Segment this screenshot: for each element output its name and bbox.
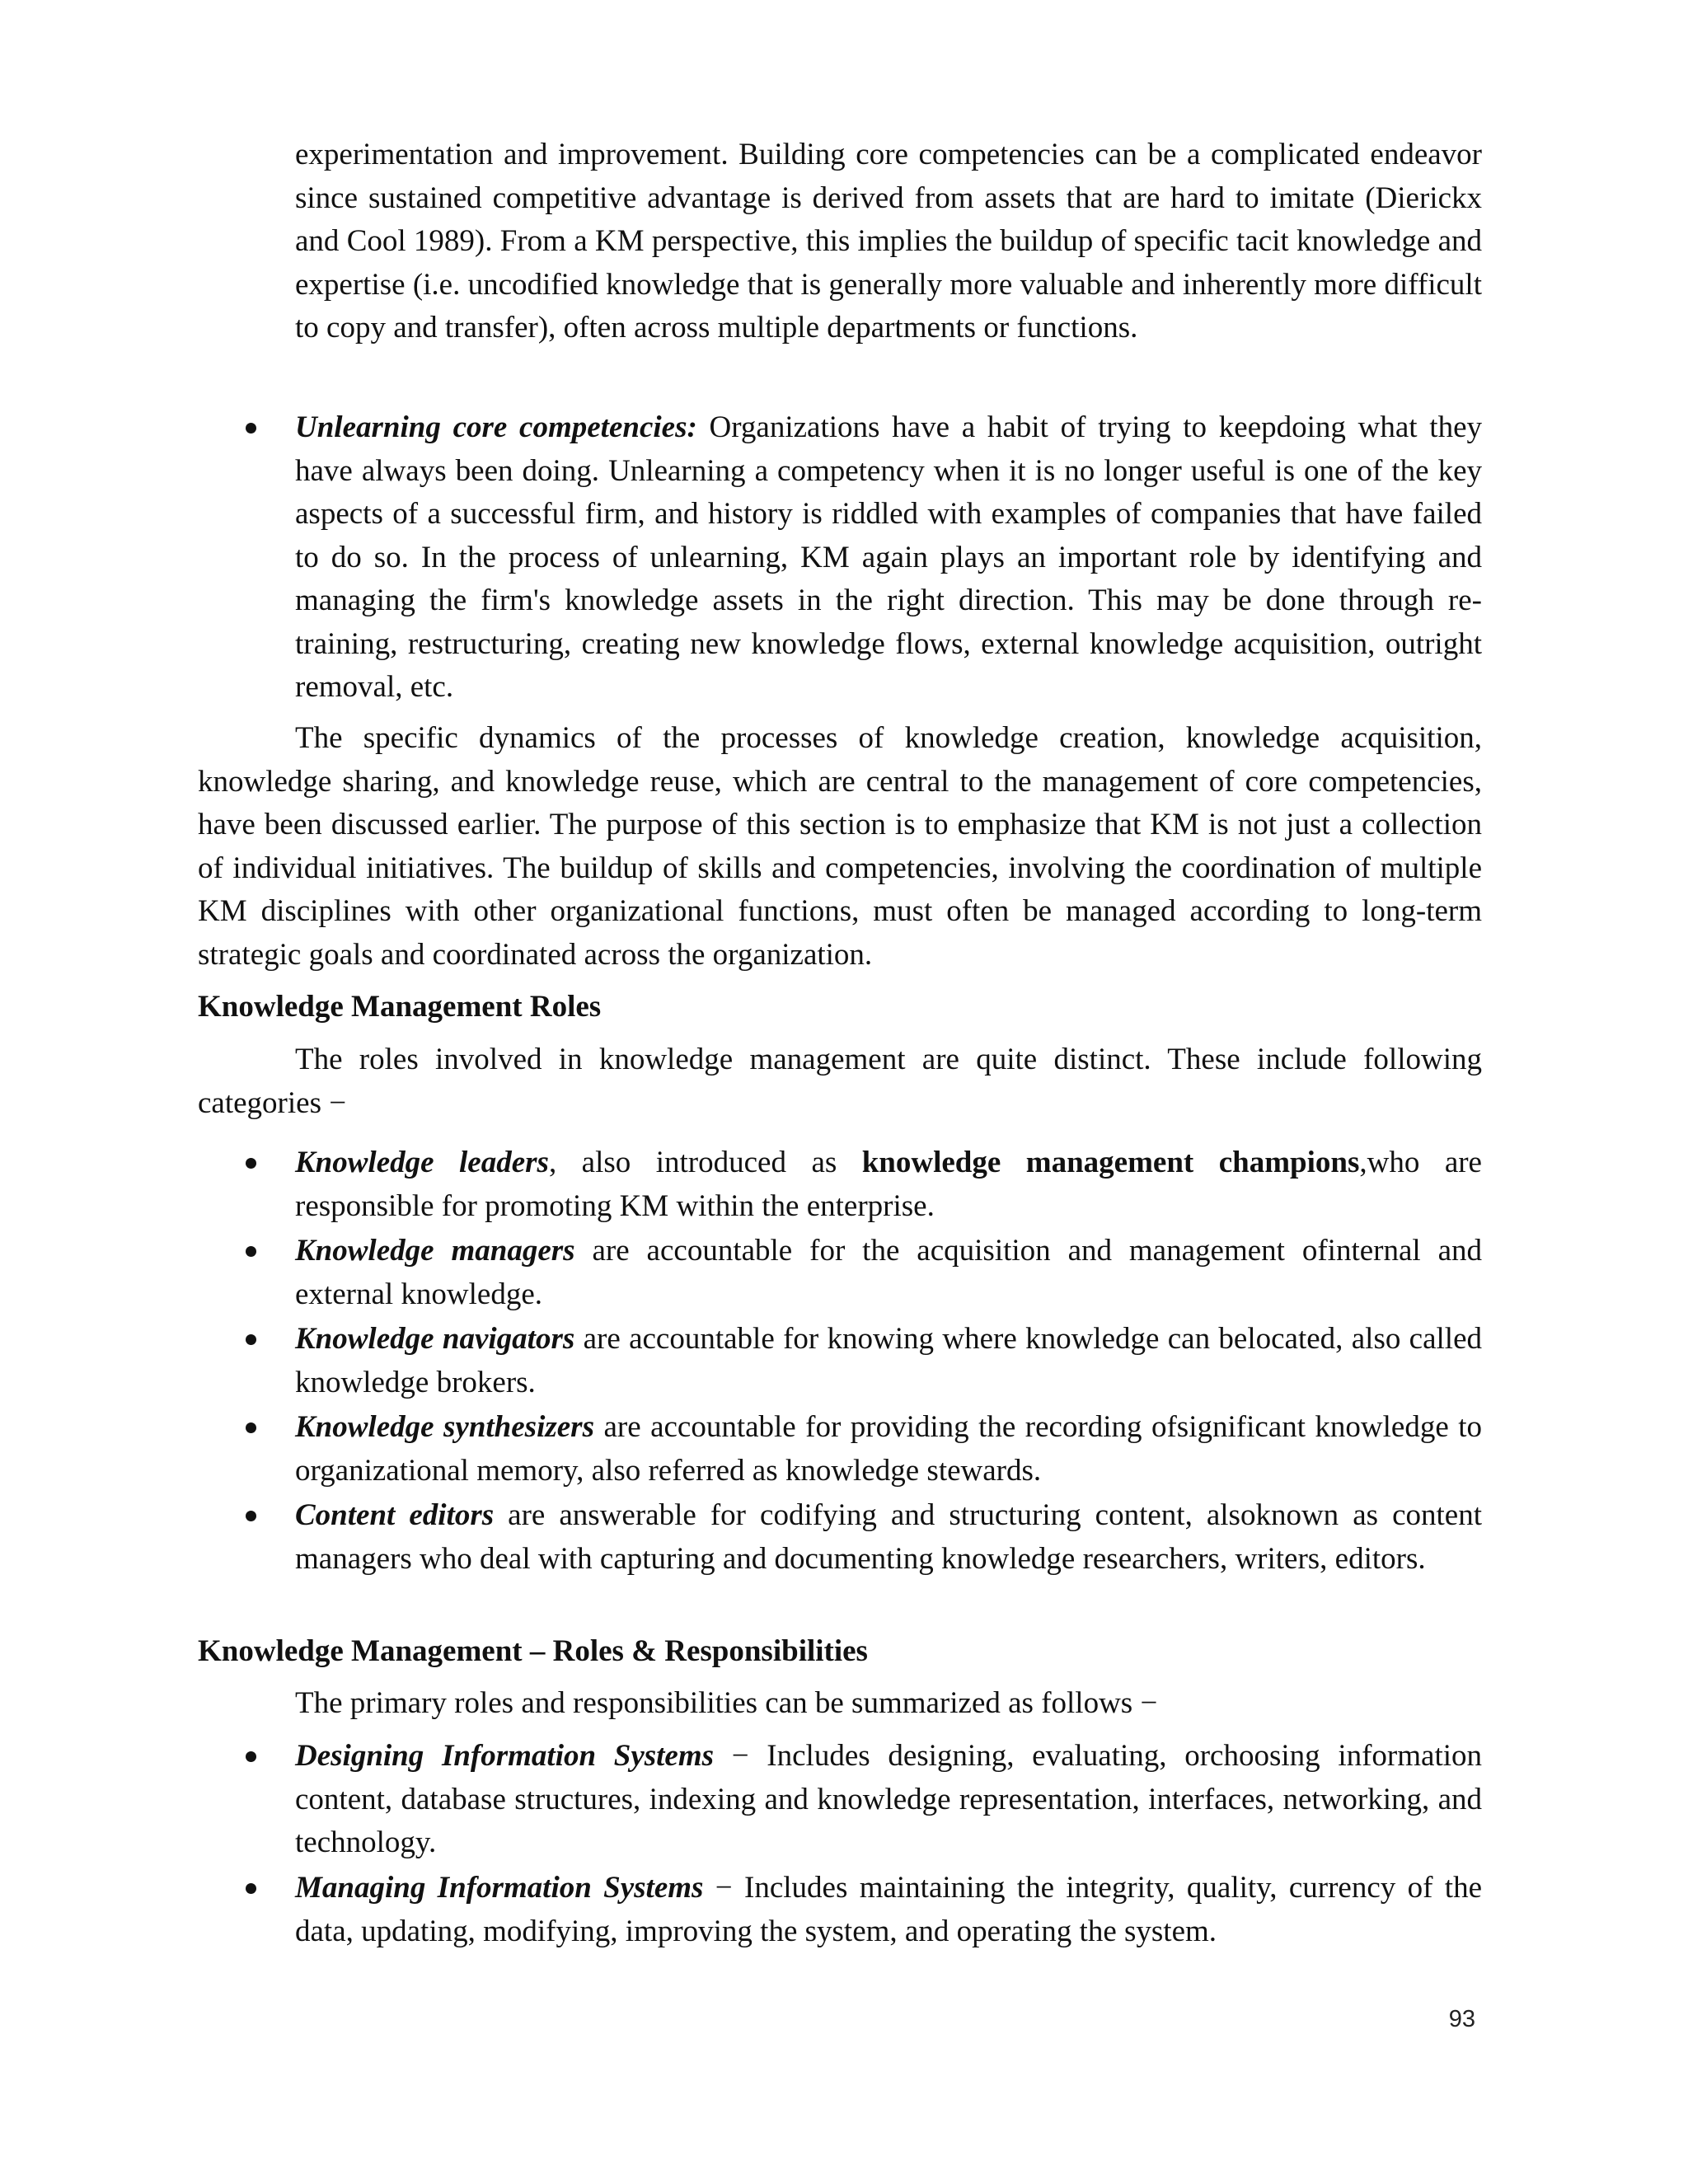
- list-item-content-editors: Content editors are answerable for codifying and structuring content, alsoknown as content managers who deal with capturing and documenting knowledge researchers, writers, editors.: [295, 1498, 1482, 1576]
- roles-intro: The roles involved in knowledge management are quite distinct. These include following categories −: [198, 1043, 1482, 1120]
- bullet-dot: [246, 1422, 256, 1433]
- unlearning-term: Unlearning core competencies:: [295, 410, 697, 444]
- list-item-designing-information-systems: Designing Information Systems − Includes designing, evaluating, orchoosing information content, database structures, indexing and knowledge representation, interfaces, networking, and technology.: [295, 1739, 1483, 1859]
- bullet-dot: [246, 1751, 256, 1762]
- bullet-dot: [246, 1883, 256, 1894]
- page-number: 93: [1448, 2006, 1475, 2032]
- continuation-paragraph: experimentation and improvement. Building core competencies can be a complicated endeavor since sustained competitive advantage is derived from assets that are hard to imitate (Dierickx and Cool 1989). From a KM perspective, this implies the buildup of specific tacit knowledge and expertise (i.e. uncodified knowledge that is generally more valuable and inherently more difficult to copy and transfer), often across multiple departments or functions.: [295, 138, 1482, 344]
- bullet-dot: [246, 423, 256, 434]
- bullet-dot: [246, 1158, 256, 1169]
- section-heading-roles: Knowledge Management Roles: [198, 990, 602, 1024]
- list-item-knowledge-synthesizers: Knowledge synthesizers are accountable for providing the recording ofsignificant knowledge to organizational memory, also referred as knowledge stewards.: [295, 1410, 1482, 1488]
- unlearning-bullet: [295, 406, 1482, 710]
- list-item-managing-information-systems: Managing Information Systems − Includes maintaining the integrity, quality, currency of the data, updating, modifying, improving the system, and operating the system.: [295, 1871, 1482, 1948]
- bullet-dot: [246, 1334, 256, 1345]
- list-item-knowledge-managers: Knowledge managers are accountable for the acquisition and management ofinternal and external knowledge.: [295, 1234, 1483, 1311]
- responsibilities-intro: The primary roles and responsibilities can be summarized as follows −: [295, 1686, 1158, 1720]
- dynamics-paragraph: The specific dynamics of the processes of knowledge creation, knowledge acquisition, knowledge sharing, and knowledge reuse, which are central to the management of core competencies, have been discussed earlier. The purpose of this section is to emphasize that KM is not just a collection of individual initiatives. The buildup of skills and competencies, involving the coordination of multiple KM disciplines with other organizational functions, must often be managed according to long-term strategic goals and coordinated across the organization.: [198, 721, 1482, 972]
- list-item-knowledge-navigators: Knowledge navigators are accountable for knowing where knowledge can belocated, also called knowledge brokers.: [295, 1322, 1482, 1399]
- section-heading-responsibilities: Knowledge Management – Roles & Responsibilities: [198, 1634, 868, 1668]
- list-item-knowledge-leaders: Knowledge leaders, also introduced as knowledge management champions,who are responsible for promoting KM within the enterprise.: [295, 1146, 1482, 1223]
- unlearning-text: Organizations have a habit of trying to keepdoing what they have always been doing. Unlearning a competency when it is no longer useful is one of the key aspects of a successful firm, and history is riddled with examples of companies that have failed to do so. In the process of unlearning, KM again plays an important role by identifying and managing the firm's knowledge assets in the right direction. This may be done through re-training, restructuring, creating new knowledge flows, external knowledge acquisition, outright removal, etc.: [295, 410, 1482, 704]
- bullet-dot: [246, 1246, 256, 1257]
- bullet-dot: [246, 1511, 256, 1521]
